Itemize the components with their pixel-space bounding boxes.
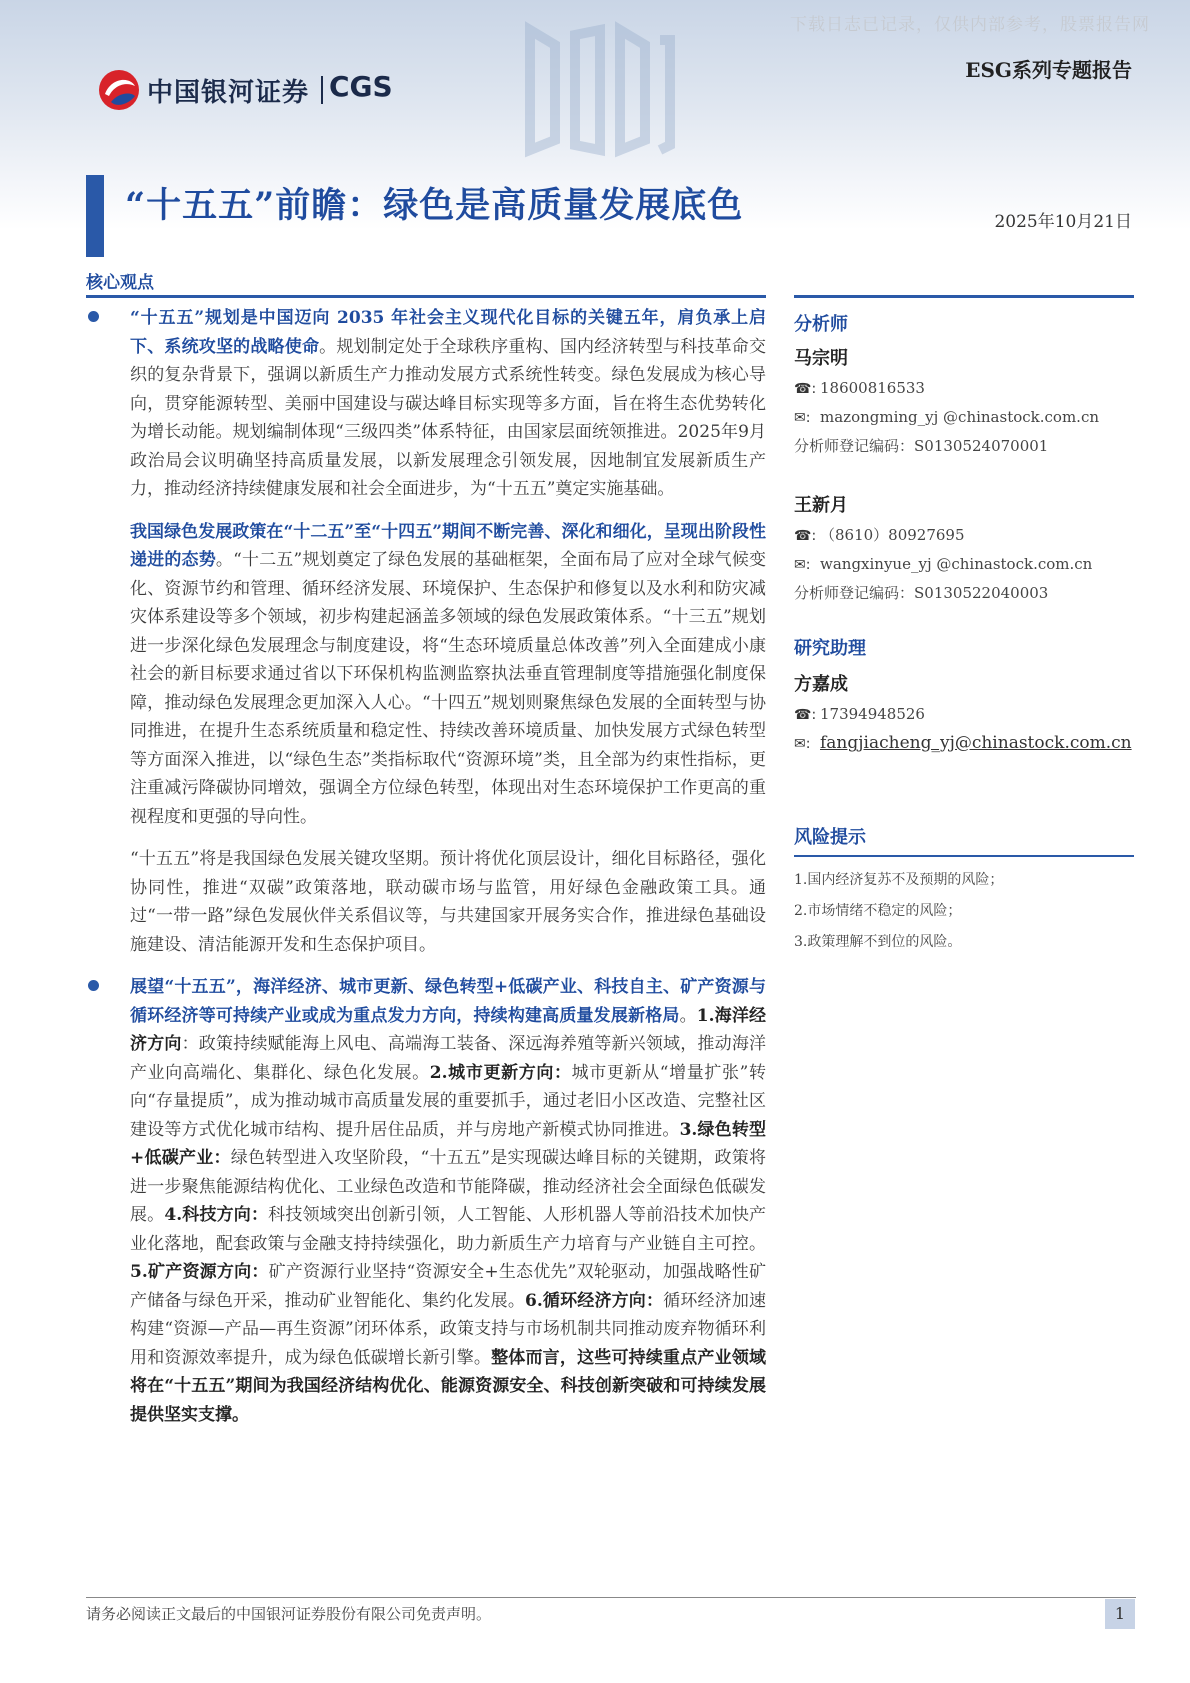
analyst-section — [794, 295, 1134, 758]
footer-disclaimer: 请务必阅读正文最后的中国银河证券股份有限公司免责声明。 — [86, 1605, 492, 1623]
risk-rule — [794, 855, 1134, 857]
direction-6-label: 6.循环经济方向： — [525, 1290, 664, 1311]
footer-rule — [86, 1597, 1136, 1598]
report-date: 2025年10月21日 — [994, 212, 1132, 232]
risk-item-2: 2.市场情绪不稳定的风险； — [794, 903, 962, 919]
assistant-heading: 研究助理 — [794, 638, 866, 659]
paragraph-4 — [86, 973, 766, 1429]
assistant-name: 方嘉成 — [794, 674, 848, 695]
paragraph-4-sep: 。 — [679, 1005, 697, 1026]
risk-item-1: 1.国内经济复苏不及预期的风险； — [794, 872, 1004, 888]
report-title: “十五五”前瞻：绿色是高质量发展底色 — [125, 185, 744, 226]
analyst-1-phone: 18600816533 — [820, 379, 925, 397]
analyst-2-phone-row — [794, 521, 1134, 550]
report-type: ESG系列专题报告 — [965, 58, 1132, 82]
direction-6-text: 循环经济加速构建“资源—产品—再生资源”闭环体系，政策支持与市场机制共同推动废弃物循环利用和资源效率提升，成为绿色低碳增长新引擎。 — [130, 1290, 767, 1368]
direction-5-label: 5.矿产资源方向： — [130, 1262, 269, 1282]
bullet-dot-icon — [88, 311, 99, 322]
direction-2-label: 2.城市更新方向： — [429, 1062, 572, 1083]
email-icon: ✉: — [794, 410, 811, 426]
analyst-2-phone: （8610）80927695 — [820, 526, 965, 544]
bullet-dot-icon — [88, 980, 99, 991]
direction-3-text: 绿色转型进入攻坚阶段，“十五五”是实现碳达峰目标的关键期，政策将进一步聚焦能源结构优化、工业绿色改造和节能降碳，推动经济社会全面绿色低碳发展。 — [130, 1148, 766, 1225]
phone-icon: ☎: — [794, 381, 817, 397]
direction-3-label: 3.绿色转型+低碳产业： — [130, 1119, 767, 1168]
brand-name-cn: 中国银河证券 — [147, 78, 310, 108]
analyst-1-name: 马宗明 — [794, 348, 848, 369]
paragraph-4-highlight: 展望“十五五”，海洋经济、城市更新、绿色转型+低碳产业、科技自主、矿产资源与循环经济等可持续产业或成为重点发力方向，持续构建高质量发展新格局 — [130, 977, 766, 1026]
analyst-2-email[interactable]: wangxinyue_yj @chinastock.com.cn — [820, 555, 1093, 573]
analyst-heading: 分析师 — [794, 314, 848, 335]
analyst-2-reg: 分析师登记编码：S0130522040003 — [794, 584, 1049, 602]
main-content — [86, 304, 766, 1429]
assistant-email-row — [794, 729, 1134, 758]
main-column-rule — [86, 295, 766, 298]
watermark-text: 下载日志已记录，仅供内部参考，股票报告网 — [790, 15, 1150, 35]
paragraph-3 — [86, 845, 766, 959]
phone-icon: ☎: — [794, 707, 817, 723]
paragraph-1 — [86, 304, 766, 504]
direction-4-text: 科技领域突出创新引领，人工智能、人形机器人等前沿技术加快产业化落地，配套政策与金融支持持续强化，助力新质生产力培育与产业链自主可控。 — [130, 1205, 767, 1254]
risk-section — [794, 823, 1134, 958]
assistant-phone-row — [794, 700, 1134, 729]
phone-icon: ☎: — [794, 528, 817, 544]
analyst-2-email-row — [794, 550, 1134, 579]
email-icon: ✉: — [794, 557, 811, 573]
paragraph-1-highlight: “十五五”规划是中国迈向 2035 年社会主义现代化目标的关键五年，肩负承上启下、系统攻坚的战略使命 — [130, 308, 766, 357]
analyst-2-name: 王新月 — [794, 495, 848, 516]
core-view-heading: 核心观点 — [86, 273, 154, 293]
direction-1-label: 1.海洋经济方向 — [130, 1005, 767, 1054]
page-number: 1 — [1105, 1599, 1135, 1629]
conclusion-text: 整体而言，这些可持续重点产业领域将在“十五五”期间为我国经济结构优化、能源资源安全、科技创新突破和可持续发展提供坚实支撑。 — [130, 1347, 767, 1425]
analyst-1-phone-row — [794, 374, 1134, 403]
risk-heading: 风险提示 — [794, 827, 866, 848]
company-logo — [97, 68, 417, 112]
paragraph-2 — [86, 518, 766, 832]
paragraph-3-body: “十五五”将是我国绿色发展关键攻坚期。预计将优化顶层设计，细化目标路径，强化协同性，推进“双碳”政策落地，联动碳市场与监管，用好绿色金融政策工具。通过“一带一路”绿色发展伙伴关系倡议等，与共建国家开展务实合作，推进绿色基础设施建设、清洁能源开发和生态保护项目。 — [130, 849, 766, 955]
analyst-rule — [794, 295, 1134, 298]
direction-4-label: 4.科技方向： — [164, 1205, 269, 1225]
paragraph-2-highlight: 我国绿色发展政策在“十二五”至“十四五”期间不断完善、深化和细化，呈现出阶段性递进的态势 — [130, 521, 766, 570]
paragraph-2-body: 。“十二五”规划奠定了绿色发展的基础框架，全面布局了应对全球气候变化、资源节约和管理、循环经济发展、环境保护、生态保护和修复以及水利和防灾减灾体系建设等多个领域，初步构建起涵盖多领域的绿色发展政策体系。“十三五”规划进一步深化绿色发展理念与制度建设，将“生态环境质量总体改善”列入全面建成小康社会的新目标要求通过省以下环保机构监测监察执法垂直管理制度等措施强化制度保障，推动绿色发展理念更加深入人心。“十四五”规划则聚焦绿色发展的全面转型与协同推进，在提升生态系统质量和稳定性、持续改善环境质量、加快发展方式绿色转型等方面深入推进，以“绿色生态”类指标取代“资源环境”类，且全部为约束性指标，更注重减污降碳协同增效，强调全方位绿色转型，体现出对生态环境保护工作更高的重视程度和更强的导向性。 — [130, 550, 767, 827]
brand-name-en: CGS — [329, 70, 393, 103]
assistant-email[interactable]: fangjiacheng_yj@chinastock.com.cn — [820, 733, 1132, 753]
banner-decoration-graphic — [520, 20, 680, 160]
direction-5-text: 矿产资源行业坚持“资源安全+生态优先”双轮驱动，加强战略性矿产储备与绿色开采，推动矿业智能化、集约化发展。 — [130, 1262, 767, 1311]
analyst-1-email[interactable]: mazongming_yj @chinastock.com.cn — [820, 408, 1100, 426]
title-accent-bar — [86, 175, 104, 257]
email-icon: ✉: — [794, 736, 811, 752]
direction-2-text: 城市更新从“增量扩张”转向“存量提质”，成为推动城市高质量发展的重要抓手，通过老旧小区改造、完整社区建设等方式优化城市结构、提升居住品质，并与房地产新模式协同推进。 — [130, 1062, 766, 1140]
paragraph-1-body: 。规划制定处于全球秩序重构、国内经济转型与科技革命交织的复杂背景下，强调以新质生产力推动发展方式系统性转变。绿色发展成为核心导向，贯穿能源转型、美丽中国建设与碳达峰目标实现等多方面，旨在将生态优势转化为增长动能。规划编制体现“三级四类”体系特征，由国家层面统领推进。2025年9月政治局会议明确坚持高质量发展，以新发展理念引领发展，因地制宜发展新质生产力，推动经济持续健康发展和社会全面进步，为“十五五”奠定实施基础。 — [130, 336, 767, 499]
analyst-1-reg: 分析师登记编码：S0130524070001 — [794, 437, 1049, 455]
direction-1-text: ：政策持续赋能海上风电、高端海工装备、深远海养殖等新兴领域，推动海洋产业向高端化、集群化、绿色化发展。 — [130, 1034, 767, 1083]
analyst-1-email-row — [794, 403, 1134, 432]
assistant-phone: 17394948526 — [820, 705, 925, 723]
cgs-logo-swirl-icon — [97, 68, 141, 112]
logo-separator — [321, 76, 323, 104]
risk-item-3: 3.政策理解不到位的风险。 — [794, 934, 962, 950]
